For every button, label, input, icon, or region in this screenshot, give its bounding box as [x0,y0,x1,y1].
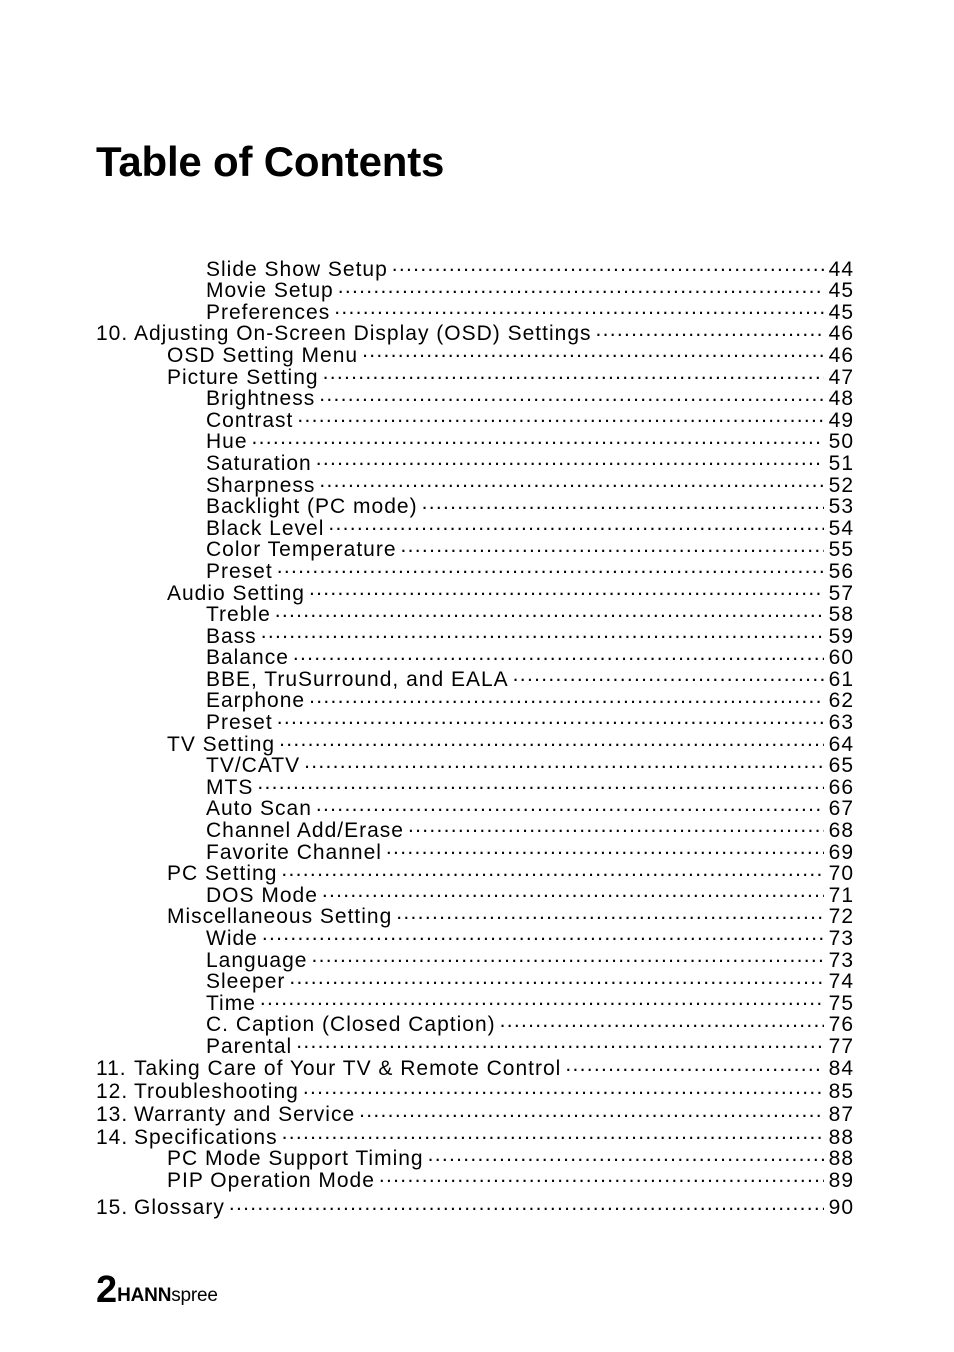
toc-dot-leader [275,600,824,622]
toc-dot-leader [252,427,824,449]
toc-dot-leader [297,405,824,427]
toc-entry[interactable] [96,340,854,367]
toc-entry-page: 61 [828,667,854,691]
toc-entry[interactable] [96,794,854,821]
toc-entry-title: Channel Add/Erase [206,819,404,843]
toc-dot-leader [293,643,824,665]
toc-entry[interactable] [96,427,854,454]
toc-entry-page: 85 [828,1079,854,1103]
toc-entry-page: 70 [828,862,854,886]
toc-entry-title: DOS Mode [206,883,318,907]
toc-entry[interactable] [96,815,854,843]
toc-entry[interactable] [96,1053,854,1080]
toc-entry-title: Sleeper [206,970,286,994]
toc-entry-title: Time [206,991,256,1015]
toc-entry-title: Backlight (PC mode) [206,495,418,519]
toc-entry-title: Wide [206,927,258,950]
toc-entry-title: Balance [206,646,289,670]
toc-entry-page: 88 [828,1147,854,1171]
toc-dot-leader [500,1010,824,1032]
toc-entry-title: Preset [206,559,273,583]
toc-entry[interactable] [96,945,854,972]
toc-entry[interactable] [96,1076,854,1103]
toc-entry[interactable] [96,988,854,1015]
toc-entry-title: PC Mode Support Timing [167,1147,424,1171]
toc-dot-leader [319,384,824,406]
toc-dot-leader [282,1122,824,1144]
toc-entry[interactable] [96,297,854,324]
toc-dot-leader [359,1099,824,1121]
toc-entry-page: 59 [828,624,854,648]
toc-entry-page: 45 [828,279,854,303]
toc-entry-page: 50 [828,430,854,454]
toc-entry-page: 56 [828,559,854,583]
page-title: Table of Contents [96,138,445,185]
toc-entry[interactable] [96,686,854,713]
toc-entry-title: Color Temperature [206,538,397,562]
toc-entry-title: TV/CATV [206,754,301,778]
brand-logo [117,1285,218,1307]
toc-entry[interactable] [96,276,854,303]
toc-dot-leader [338,276,824,298]
page-footer [96,1269,218,1311]
toc-entry[interactable] [96,448,854,475]
toc-entry-page: 64 [828,732,854,756]
toc-dot-leader [408,815,824,837]
toc-entry-page: 68 [828,819,854,843]
brand-logo-light: spree [171,1285,218,1306]
toc-entry-title: Brightness [206,387,316,411]
toc-dot-leader [261,621,824,643]
toc-entry[interactable] [96,556,854,583]
toc-entry-page: 72 [828,905,854,929]
toc-dot-leader [422,492,824,514]
toc-entry[interactable] [96,621,854,648]
toc-entry-page: 51 [828,451,854,475]
toc-entry-page: 60 [828,646,854,670]
toc-entry-title: Movie Setup [206,279,334,303]
toc-entry-title: OSD Setting Menu [167,343,359,367]
toc-dot-leader [262,923,824,945]
toc-dot-leader [362,340,824,362]
toc-entry-page: 73 [828,948,854,972]
toc-entry[interactable] [96,405,854,432]
toc-entry-page: 62 [828,689,854,713]
toc-entry[interactable] [96,923,854,950]
toc-dot-leader [304,751,824,773]
toc-dot-leader [309,686,824,708]
toc-entry-title: C. Caption (Closed Caption) [206,1013,496,1037]
toc-dot-leader [279,729,824,751]
toc-entry-page: 73 [828,927,854,950]
toc-entry-title: Black Level [206,516,325,540]
toc-entry-page: 76 [828,1013,854,1037]
toc-entry-title: Specifications [134,1125,278,1149]
toc-dot-leader [379,1165,824,1187]
toc-entry-title: Hue [206,430,248,454]
toc-entry-page: 77 [828,1034,854,1058]
toc-entry-page: 74 [828,970,854,994]
toc-entry[interactable] [96,1099,854,1126]
toc-dot-leader [323,362,824,384]
toc-entry-title: TV Setting [167,732,276,756]
toc-entry[interactable] [96,384,854,411]
toc-entry-page: 48 [828,387,854,411]
toc-dot-leader [319,470,824,492]
toc-entry-title: Preset [206,711,273,735]
toc-entry-title: Treble [206,603,271,627]
toc-entry[interactable] [96,707,854,735]
toc-dot-leader [277,707,824,729]
toc-entry[interactable] [96,1193,854,1220]
toc-entry[interactable] [96,837,854,864]
toc-entry-title: Slide Show Setup [206,257,388,281]
toc-dot-leader [322,880,824,902]
toc-entry-page: 47 [828,365,854,389]
toc-entry[interactable] [96,902,854,929]
toc-entry-page: 52 [828,473,854,497]
toc-dot-leader [513,664,824,686]
toc-entry[interactable] [96,470,854,497]
toc-entry-page: 66 [828,775,854,799]
toc-entry[interactable] [96,492,854,519]
toc-entry-number: 11. [96,1056,127,1080]
toc-entry-title: Glossary [134,1196,225,1220]
toc-entry-page: 46 [828,343,854,367]
toc-dot-leader [229,1193,824,1215]
toc-entry-title: Adjusting On-Screen Display (OSD) Settings [134,322,592,346]
toc-entry[interactable] [96,535,854,562]
toc-entry-title: Taking Care of Your TV & Remote Control [134,1056,562,1080]
toc-entry[interactable] [96,362,854,389]
toc-entry[interactable] [96,578,854,605]
toc-entry[interactable] [96,772,854,799]
toc-entry-number: 13. [96,1102,129,1126]
toc-entry[interactable] [96,643,854,670]
toc-entry-title: Parental [206,1034,293,1058]
toc-entry-page: 54 [828,516,854,540]
toc-entry-page: 63 [828,711,854,735]
table-of-contents [96,254,854,1220]
toc-entry-title: Saturation [206,451,312,475]
toc-entry-title: Favorite Channel [206,840,382,864]
toc-entry[interactable] [96,664,854,691]
toc-entry[interactable] [96,254,854,281]
toc-entry-page: 53 [828,495,854,519]
toc-entry-title: Miscellaneous Setting [167,905,393,929]
toc-dot-leader [596,319,825,341]
toc-entry-title: Bass [206,624,257,648]
toc-entry-page: 90 [828,1196,854,1220]
toc-entry-number: 14. [96,1125,129,1149]
toc-entry[interactable] [96,859,854,886]
toc-entry[interactable] [96,1010,854,1037]
toc-entry[interactable] [96,1122,854,1149]
toc-dot-leader [311,945,824,967]
toc-entry[interactable] [96,1031,854,1058]
toc-entry-number: 15. [96,1196,129,1220]
toc-entry-title: MTS [206,775,254,799]
toc-dot-leader [303,1076,824,1098]
toc-entry-page: 75 [828,991,854,1015]
toc-dot-leader [257,772,824,794]
toc-entry-page: 65 [828,754,854,778]
toc-entry-title: PIP Operation Mode [167,1168,375,1192]
toc-dot-leader [401,535,824,557]
toc-entry-title: Picture Setting [167,365,319,389]
toc-dot-leader [260,988,824,1010]
toc-dot-leader [277,556,824,578]
toc-entry-page: 89 [828,1168,854,1192]
toc-dot-leader [392,254,824,276]
toc-dot-leader [309,578,824,600]
toc-entry[interactable] [96,1165,854,1192]
toc-entry-page: 44 [828,257,854,281]
toc-entry-title: Warranty and Service [134,1102,356,1126]
toc-entry-title: PC Setting [167,862,278,886]
toc-entry-title: Audio Setting [167,581,305,605]
toc-entry[interactable] [96,729,854,756]
toc-dot-leader [316,794,824,816]
toc-entry-title: Earphone [206,689,306,713]
toc-dot-leader [289,967,824,989]
toc-entry[interactable] [96,880,854,907]
page-number: 2 [96,1269,117,1311]
toc-entry-title: Auto Scan [206,797,312,821]
toc-entry-page: 46 [828,322,854,346]
toc-entry-title: Contrast [206,408,294,432]
toc-entry-page: 84 [828,1056,854,1080]
toc-entry-page: 45 [828,300,854,324]
toc-entry-title: Troubleshooting [134,1079,299,1103]
toc-entry[interactable] [96,751,854,778]
toc-entry-number: 12. [96,1079,129,1103]
toc-entry-page: 69 [828,840,854,864]
brand-logo-bold: HANN [117,1285,172,1306]
toc-dot-leader [565,1053,824,1075]
toc-dot-leader [296,1031,824,1053]
toc-entry[interactable] [96,319,854,346]
toc-entry-page: 58 [828,603,854,627]
toc-entry[interactable] [96,1144,854,1171]
toc-entry-title: Language [206,948,308,972]
toc-entry-page: 87 [828,1102,854,1126]
toc-entry[interactable] [96,600,854,627]
toc-dot-leader [328,513,824,535]
toc-dot-leader [334,297,824,319]
toc-dot-leader [386,837,824,859]
toc-entry[interactable] [96,967,854,994]
toc-entry-title: Preferences [206,300,331,324]
toc-entry-page: 71 [828,883,854,907]
toc-entry-title: Sharpness [206,473,316,497]
toc-dot-leader [316,448,824,470]
toc-dot-leader [396,902,824,924]
toc-entry-page: 57 [828,581,854,605]
toc-entry-page: 88 [828,1125,854,1149]
toc-entry-page: 55 [828,538,854,562]
toc-entry[interactable] [96,513,854,540]
toc-dot-leader [428,1144,824,1166]
toc-entry-number: 10. [96,322,129,346]
toc-entry-title: BBE, TruSurround, and EALA [206,667,509,691]
toc-entry-page: 49 [828,408,854,432]
toc-entry-page: 67 [828,797,854,821]
toc-dot-leader [281,859,824,881]
